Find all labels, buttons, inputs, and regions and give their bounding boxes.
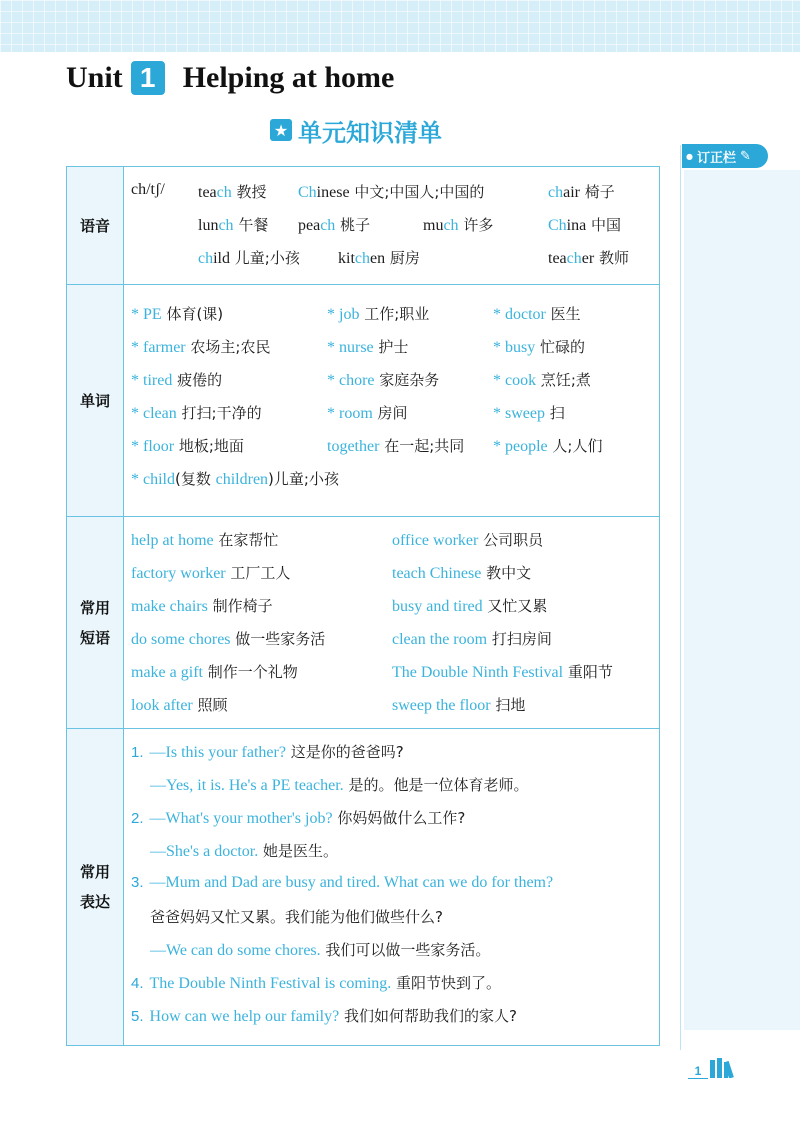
vocab-word: clean — [143, 405, 177, 422]
vocab-star: * — [327, 339, 339, 356]
vocab-word: child — [143, 471, 175, 488]
phonics-word — [198, 247, 300, 268]
phrases-label — [67, 517, 124, 728]
phonics-word-highlight: Ch — [298, 184, 317, 201]
vocab-item — [327, 369, 439, 390]
phrase-item — [392, 562, 531, 583]
phonics-word — [548, 247, 629, 268]
correction-tab-label: 订正栏 — [696, 150, 736, 166]
phrase-en: do some chores — [131, 631, 231, 648]
pencil-icon: ✎ — [740, 148, 751, 164]
phrase-item — [392, 628, 552, 649]
vocab-word: together — [327, 438, 380, 455]
vocab-meaning: 烹饪;煮 — [536, 371, 591, 389]
expression-en: —Mum and Dad are busy and tired. What can we do for them? — [149, 874, 554, 891]
phonics-word — [198, 181, 267, 202]
phrase-cn: 在家帮忙 — [213, 531, 279, 549]
phonics-word-post: ina — [566, 217, 587, 234]
phonics-word-highlight: ch — [320, 217, 336, 234]
phonics-word-pre: lun — [198, 217, 219, 234]
expression-line — [131, 1005, 517, 1026]
unit-number-badge: 1 — [131, 61, 165, 95]
phonics-word-cn: 许多 — [458, 216, 494, 234]
expression-en: —She's a doctor. — [150, 843, 259, 860]
phonics-word-cn: 桃子 — [335, 216, 371, 234]
phonics-word-highlight: ch — [566, 250, 582, 267]
phonics-word-cn: 午餐 — [233, 216, 269, 234]
section-title-text: 单元知识清单 — [298, 118, 442, 147]
phrases-label-line-1: 常用 — [79, 598, 110, 617]
vocab-word: busy — [505, 339, 536, 356]
vocab-word: cook — [505, 372, 537, 389]
phrases-label-line-2: 短语 — [79, 628, 110, 647]
vocab-item — [327, 402, 408, 423]
phonics-word — [198, 214, 268, 235]
phonics-word-pre: kit — [338, 250, 355, 267]
phonics-word-highlight: ch — [198, 250, 214, 267]
phonics-word-cn: 椅子 — [579, 183, 615, 201]
expression-line — [131, 807, 465, 828]
vocab-star: * — [131, 339, 143, 356]
phrase-en: clean the room — [392, 631, 488, 648]
vocab-star: * — [131, 438, 143, 455]
vocab-item — [131, 336, 270, 357]
phonics-word-highlight: Ch — [548, 217, 567, 234]
phrase-en: office worker — [392, 532, 479, 549]
phonics-word-cn: 中文;中国人;中国的 — [349, 183, 485, 201]
expression-number: 1. — [131, 744, 144, 761]
vocab-item — [131, 369, 222, 390]
expression-line — [150, 774, 528, 795]
vocab-star: * — [493, 306, 505, 323]
phrase-cn: 制作椅子 — [207, 597, 273, 615]
phonics-word — [548, 214, 621, 235]
vocab-meaning: 房间 — [372, 404, 408, 422]
expressions-content — [123, 729, 659, 1045]
vocab-meaning: 在一起;共同 — [379, 437, 465, 455]
vocab-star: * — [493, 438, 505, 455]
expression-en: —What's your mother's job? — [149, 810, 333, 827]
vocab-paren-close: ) — [268, 470, 274, 488]
vocab-meaning: 农场主;农民 — [185, 338, 271, 356]
phrase-item — [392, 595, 547, 616]
phrase-item — [131, 628, 325, 649]
phonics-word — [338, 247, 420, 268]
unit-name: Helping at home — [182, 61, 395, 94]
vocab-item — [131, 435, 244, 456]
phonics-sound: ch/tʃ/ — [131, 181, 165, 198]
vocab-meaning: 人;人们 — [547, 437, 603, 455]
phrase-en: make chairs — [131, 598, 208, 615]
vocab-word: nurse — [339, 339, 374, 356]
vocab-plural: children — [215, 471, 269, 488]
knowledge-table — [66, 166, 660, 1046]
vocab-word: doctor — [505, 306, 546, 323]
phrase-item — [392, 661, 613, 682]
expression-en: —We can do some chores. — [150, 942, 321, 959]
vocab-item — [327, 303, 429, 324]
phrase-item — [131, 595, 273, 616]
expression-cn: 是的。他是一位体育老师。 — [343, 776, 529, 794]
vocab-meaning: 儿童;小孩 — [273, 470, 339, 488]
phonics-word — [548, 181, 615, 202]
phonics-word-highlight: ch — [548, 184, 564, 201]
correction-column — [684, 170, 800, 1030]
vocab-item — [493, 369, 591, 390]
vocab-paren-open: (复数 — [175, 470, 216, 488]
vocab-item — [327, 336, 408, 357]
phonics-word-cn: 厨房 — [385, 249, 420, 267]
vocab-meaning: 护士 — [373, 338, 409, 356]
phonics-word-highlight: ch — [216, 184, 232, 201]
phonics-word-cn: 教授 — [231, 183, 267, 201]
phonics-word-cn: 儿童;小孩 — [230, 249, 300, 267]
section-title — [270, 112, 442, 148]
phonics-word-cn: 教师 — [594, 249, 629, 267]
phonics-label-text: 语音 — [79, 216, 110, 235]
expression-cn: 我们可以做一些家务活。 — [320, 941, 491, 959]
vocab-row — [67, 285, 659, 517]
expression-en: —Is this your father? — [149, 744, 286, 761]
expression-line — [150, 906, 443, 927]
vocab-item — [493, 435, 602, 456]
phonics-word — [423, 214, 493, 235]
expression-line — [150, 939, 490, 960]
phrase-item — [131, 562, 290, 583]
phonics-content — [123, 167, 659, 284]
phrase-cn: 公司职员 — [478, 531, 544, 549]
vocab-star: * — [131, 471, 143, 488]
expression-line — [150, 840, 338, 861]
expression-number: 3. — [131, 874, 144, 891]
expression-en: —Yes, it is. He's a PE teacher. — [150, 777, 344, 794]
vocab-meaning: 工作;职业 — [359, 305, 430, 323]
phonics-word-pre: pea — [298, 217, 321, 234]
expression-cn: 重阳节快到了。 — [391, 974, 502, 992]
vocab-item — [131, 468, 339, 489]
expression-cn: 爸爸妈妈又忙又累。我们能为他们做些什么? — [150, 908, 443, 926]
phonics-word-post: air — [563, 184, 580, 201]
vocab-label — [67, 285, 124, 516]
expression-en: How can we help our family? — [149, 1008, 340, 1025]
header-banner — [0, 0, 800, 52]
expression-line — [131, 873, 553, 892]
phrase-item — [392, 529, 543, 550]
expression-line — [131, 972, 501, 993]
vocab-meaning: 扫 — [544, 404, 565, 422]
star-icon: ★ — [270, 119, 292, 141]
unit-word: Unit — [66, 61, 123, 94]
vocab-meaning: 疲倦的 — [172, 371, 223, 389]
dot-icon: ● — [686, 151, 693, 161]
vocab-item — [131, 303, 223, 324]
expression-en: The Double Ninth Festival is coming. — [149, 975, 392, 992]
unit-title — [66, 56, 394, 100]
phrase-en: busy and tired — [392, 598, 483, 615]
vocab-content — [123, 285, 659, 516]
vocab-star: * — [493, 339, 505, 356]
phonics-word-post: er — [581, 250, 595, 267]
phrase-cn: 打扫房间 — [487, 630, 552, 648]
phonics-word — [298, 214, 370, 235]
vocab-item — [327, 435, 464, 456]
phrase-en: help at home — [131, 532, 214, 549]
phrase-cn: 照顾 — [192, 696, 228, 714]
vocab-star: * — [493, 372, 505, 389]
vocab-word: tired — [143, 372, 173, 389]
expression-line — [131, 741, 404, 762]
phrase-cn: 教中文 — [481, 564, 532, 582]
phonics-word-post: inese — [316, 184, 350, 201]
expressions-label-line-2: 表达 — [79, 893, 110, 911]
vocab-item — [493, 303, 581, 324]
expression-cn: 我们如何帮助我们的家人? — [339, 1007, 517, 1025]
vocab-label-text: 单词 — [79, 391, 110, 410]
vocab-star: * — [327, 372, 339, 389]
vocab-word: farmer — [143, 339, 186, 356]
vocab-word: floor — [143, 438, 175, 455]
vocab-meaning: 家庭杂务 — [374, 371, 440, 389]
expression-cn: 你妈妈做什么工作? — [332, 809, 466, 827]
phrase-en: factory worker — [131, 565, 226, 582]
expression-number: 5. — [131, 1008, 144, 1025]
phrase-cn: 制作一个礼物 — [202, 663, 298, 681]
side-divider — [680, 145, 681, 1050]
phrase-cn: 做一些家务活 — [230, 630, 326, 648]
phonics-word-post: en — [370, 250, 386, 267]
expression-number: 4. — [131, 975, 144, 992]
vocab-star: * — [493, 405, 505, 422]
phrases-content — [123, 517, 659, 728]
vocab-meaning: 体育(课) — [161, 305, 224, 323]
expression-cn: 她是医生。 — [258, 842, 338, 860]
phonics-word-highlight: ch — [218, 217, 234, 234]
vocab-word: sweep — [505, 405, 545, 422]
page-number: 1 — [688, 1064, 708, 1079]
phrase-item — [131, 661, 298, 682]
vocab-star: * — [327, 306, 339, 323]
phrase-en: The Double Ninth Festival — [392, 664, 564, 681]
expression-cn: 这是你的爸爸吗? — [285, 743, 404, 761]
phrase-cn: 工厂工人 — [225, 564, 291, 582]
phonics-word-highlight: ch — [443, 217, 459, 234]
phrase-en: make a gift — [131, 664, 203, 681]
vocab-word: room — [339, 405, 373, 422]
expressions-row — [67, 729, 659, 1045]
expression-number: 2. — [131, 810, 144, 827]
vocab-star: * — [131, 405, 143, 422]
vocab-item — [493, 402, 565, 423]
phrases-row — [67, 517, 659, 729]
phonics-word-cn: 中国 — [586, 216, 621, 234]
vocab-meaning: 医生 — [545, 305, 581, 323]
expressions-label-line-1: 常用 — [79, 863, 110, 881]
vocab-meaning: 打扫;干净的 — [176, 404, 262, 422]
vocab-word: people — [505, 438, 548, 455]
phonics-row — [67, 167, 659, 285]
vocab-meaning: 忙碌的 — [535, 338, 586, 356]
vocab-star: * — [131, 306, 143, 323]
vocab-word: PE — [143, 306, 162, 323]
phrase-item — [131, 529, 278, 550]
phonics-word-pre: tea — [548, 250, 567, 267]
phrase-item — [131, 694, 228, 715]
vocab-word: chore — [339, 372, 375, 389]
phrase-item — [392, 694, 525, 715]
vocab-word: job — [339, 306, 360, 323]
phrase-cn: 扫地 — [490, 696, 526, 714]
correction-tab — [682, 144, 768, 168]
phonics-word-pre: tea — [198, 184, 217, 201]
vocab-item — [493, 336, 585, 357]
vocab-item — [131, 402, 262, 423]
books-icon — [710, 1058, 738, 1078]
expressions-label — [67, 729, 124, 1045]
phonics-word-pre: mu — [423, 217, 444, 234]
phonics-word-highlight: ch — [354, 250, 370, 267]
vocab-meaning: 地板;地面 — [174, 437, 244, 455]
vocab-star: * — [131, 372, 143, 389]
phonics-word-post: ild — [213, 250, 230, 267]
phrase-en: teach Chinese — [392, 565, 482, 582]
vocab-star: * — [327, 405, 339, 422]
phonics-word — [298, 181, 484, 202]
phrase-en: sweep the floor — [392, 697, 491, 714]
phrase-cn: 重阳节 — [563, 663, 613, 681]
phrase-en: look after — [131, 697, 193, 714]
phrase-cn: 又忙又累 — [482, 597, 548, 615]
phonics-label — [67, 167, 124, 284]
